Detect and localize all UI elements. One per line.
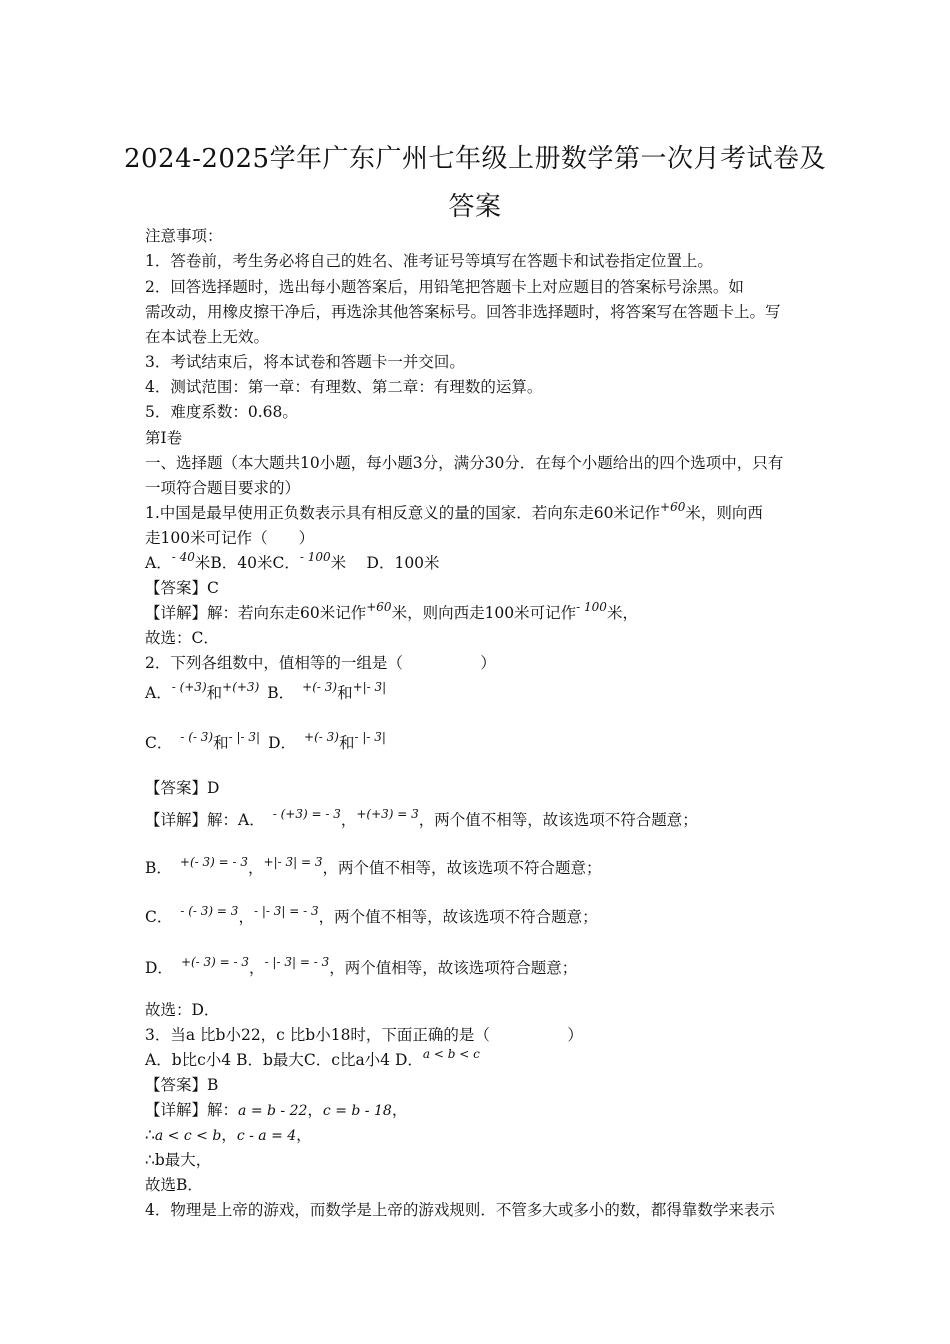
therefore-symbol: ∴ (145, 1126, 155, 1144)
q3-therefore-comma: ， (221, 1126, 237, 1144)
q2-detail-c-math-1: - (- 3) = 3 (180, 904, 239, 918)
q2-option-d-math-2: - |- 3| (354, 730, 386, 744)
q2-detail-a-comma: ， (340, 811, 357, 829)
note-4: 4．测试范围：第一章：有理数、第二章：有理数的运算。 (145, 378, 543, 396)
q2-detail-d-label: D． (145, 959, 173, 977)
q2-detail-c-text: ，两个值不相等，故该选项不符合题意； (318, 908, 598, 926)
q2-option-c-label: C． (145, 734, 173, 752)
section-intro-line-2: 一项符合题目要求的） (145, 479, 301, 497)
q3-therefore-math-1: a < c < b (154, 1128, 222, 1144)
q2-detail-b-math-2: +|- 3| = 3 (263, 855, 323, 869)
q3-answer: 【答案】B (145, 1076, 219, 1094)
q1-options-text-end: 米 D．100米 (330, 554, 440, 572)
q3-detail (145, 1100, 407, 1121)
q3-therefore-1 (145, 1125, 312, 1146)
q3-therefore-end: ， (296, 1126, 312, 1144)
q3-detail-math-2: c = b - 18 (322, 1103, 392, 1119)
q1-option-a-math: - 40 (171, 550, 195, 564)
q2-option-b-math-2: +|- 3| (352, 680, 387, 694)
q2-options-cd (145, 730, 386, 754)
q4-stem: 4．物理是上帝的游戏，而数学是上帝的游戏规则．不管多大或多小的数，都得靠数学来表示 (145, 1201, 775, 1219)
note-3: 3．考试结束后，将本试卷和答题卡一并交回。 (145, 353, 465, 371)
q2-detail-d-text: ，两个值相等，故该选项符合题意； (329, 959, 578, 977)
document-title-line-1: 2024-2025学年广东广州七年级上册数学第一次月考试卷及 (123, 144, 827, 174)
q1-detail-text: 【详解】解：若向东走60米记作 (145, 604, 367, 622)
q1-option-a-label: A． (145, 554, 172, 572)
note-2-line-3: 在本试卷上无效。 (145, 328, 270, 346)
q2-detail-d (145, 955, 578, 979)
q3-detail-comma: ， (307, 1101, 323, 1119)
q1-option-c-math: - 100 (299, 550, 331, 564)
q2-option-c-math-1: - (- 3) (180, 730, 214, 744)
q3-therefore-2: ∴b最大， (145, 1151, 212, 1169)
q2-option-d-label: D． (268, 734, 297, 752)
q3-detail-prefix: 【详解】解： (145, 1101, 239, 1119)
note-2-line-2: 需改动，用橡皮擦干净后，再选涂其他答案标号。回答非选择题时，将答案写在答题卡上。写 (145, 303, 781, 321)
q2-detail-b-text: ，两个值不相等，故该选项不符合题意； (322, 859, 602, 877)
q1-options-text: 米B．40米C． (194, 554, 300, 572)
q3-options (145, 1047, 480, 1071)
q2-option-b-label: B． (267, 684, 295, 702)
q3-conclusion: 故选B． (145, 1176, 203, 1194)
q1-stem-line-1 (145, 500, 763, 524)
note-5: 5．难度系数：0.68。 (145, 403, 298, 421)
q1-detail-text-2: 米，则向西走100米可记作 (391, 604, 577, 622)
q1-stem-line-2: 走100米可记作（ ） (145, 529, 315, 547)
q2-option-d-and: 和 (338, 734, 355, 752)
q2-option-a-and: 和 (206, 684, 223, 702)
q1-detail-math-2: - 100 (576, 600, 607, 614)
q2-option-c-math-2: - |- 3| (228, 730, 261, 744)
note-2-line-1: 2．回答选择题时，选出每小题答案后，用铅笔把答题卡上对应题目的答案标号涂黑。如 (145, 278, 744, 296)
q3-detail-end: ， (391, 1101, 408, 1119)
q2-detail-a-label: A． (238, 811, 265, 829)
q3-options-text: A．b比c小4 B．b最大C．c比a小4 D． (145, 1051, 423, 1069)
q2-option-a-math-1: - (+3) (171, 680, 207, 694)
q1-stem-text-end: 米，则向西 (685, 504, 763, 522)
q1-answer: 【答案】C (145, 579, 219, 597)
q2-detail-b-math-1: +(- 3) = - 3 (179, 855, 248, 869)
q1-options (145, 550, 440, 574)
q2-detail-c-math-2: - |- 3| = - 3 (253, 904, 319, 918)
notes-heading: 注意事项： (145, 227, 223, 245)
q2-detail-d-comma: ， (249, 959, 265, 977)
q3-detail-math-1: a = b - 22 (238, 1103, 308, 1119)
q2-option-a-math-2: +(+3) (222, 680, 260, 694)
q2-detail-b (145, 855, 602, 879)
q2-option-d-math-1: +(- 3) (304, 730, 339, 744)
q1-detail-text-3: 米， (606, 604, 638, 622)
q2-detail-a-math-1: - (+3) = - 3 (272, 807, 341, 821)
q2-option-b-and: 和 (337, 684, 353, 702)
q2-option-b-math-1: +(- 3) (302, 680, 338, 694)
q2-stem: 2．下列各组数中，值相等的一组是（ ） (145, 654, 496, 672)
q2-detail-c-label: C． (145, 908, 173, 926)
q2-detail-prefix: 【详解】解： (145, 811, 239, 829)
q1-stem-text: 1.中国是最早使用正负数表示具有相反意义的量的国家．若向东走60米记作 (145, 504, 661, 522)
q1-detail (145, 600, 638, 624)
q3-option-d-math: a < b < c (422, 1047, 480, 1061)
q1-conclusion: 故选：C． (145, 629, 219, 647)
q2-detail-a (145, 807, 698, 831)
document-title-line-2: 答案 (448, 192, 502, 222)
q2-detail-a-math-2: +(+3) = 3 (356, 807, 419, 821)
q2-option-c-and: 和 (213, 734, 229, 752)
q2-conclusion: 故选：D． (145, 1001, 220, 1019)
q2-options-ab (145, 680, 387, 704)
q2-detail-b-comma: ， (248, 859, 264, 877)
q2-detail-d-math-1: +(- 3) = - 3 (180, 955, 250, 969)
q2-detail-c (145, 904, 598, 928)
q2-detail-d-math-2: - |- 3| = - 3 (264, 955, 330, 969)
q2-detail-b-label: B． (145, 859, 172, 877)
q1-detail-math-1: +60 (366, 600, 392, 614)
note-1: 1．答卷前，考生务必将自己的姓名、准考证号等填写在答题卡和试卷指定位置上。 (145, 252, 713, 270)
section-intro-line-1: 一、选择题（本大题共10小题，每小题3分，满分30分．在每个小题给出的四个选项中，只有 (145, 454, 784, 472)
q3-stem: 3．当a 比b小22，c 比b小18时，下面正确的是（ ） (145, 1026, 583, 1044)
volume-heading: 第Ⅰ卷 (145, 429, 183, 447)
q2-detail-c-comma: ， (238, 908, 254, 926)
q2-option-a-label: A． (145, 684, 172, 702)
q1-math-plus60: +60 (660, 500, 686, 514)
q2-detail-a-text: ，两个值不相等，故该选项不符合题意； (418, 811, 698, 829)
q3-therefore-math-2: c - a = 4 (236, 1128, 297, 1144)
q2-answer: 【答案】D (145, 779, 220, 797)
